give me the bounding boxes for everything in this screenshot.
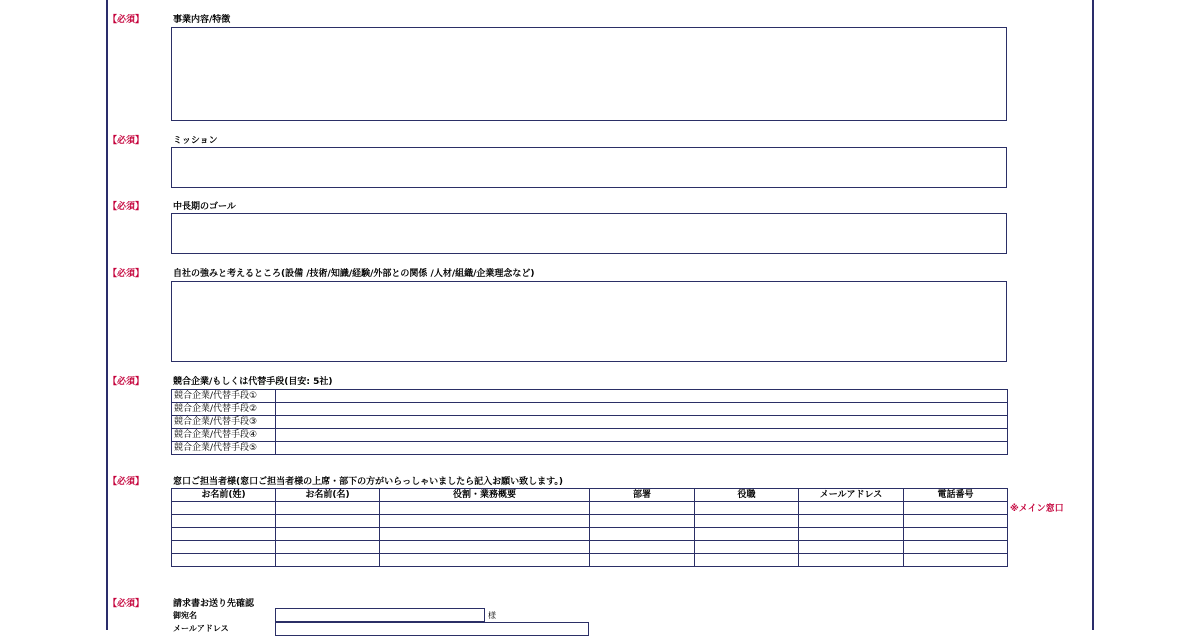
contact-cell[interactable] <box>590 528 695 541</box>
column-header: 電話番号 <box>904 489 1008 502</box>
competitors-label: 競合企業/もしくは代替手段(目安: 5社) <box>173 377 333 387</box>
contact-cell[interactable] <box>172 528 276 541</box>
contact-cell[interactable] <box>904 554 1008 567</box>
mission-textarea[interactable] <box>171 147 1007 188</box>
required-mark: 【必須】 <box>108 377 145 387</box>
contact-cell[interactable] <box>172 554 276 567</box>
contact-cell[interactable] <box>590 541 695 554</box>
contact-cell[interactable] <box>695 515 799 528</box>
competitor-label: 競合企業/代替手段④ <box>172 429 276 442</box>
contact-cell[interactable] <box>904 502 1008 515</box>
business-label: 事業内容/特徴 <box>173 15 231 25</box>
table-row <box>172 502 1008 515</box>
table-row <box>172 403 1008 416</box>
goal-textarea[interactable] <box>171 213 1007 254</box>
required-mark: 【必須】 <box>108 477 145 487</box>
competitor-label: 競合企業/代替手段① <box>172 390 276 403</box>
column-header: メールアドレス <box>799 489 904 502</box>
left-page-border <box>106 0 108 630</box>
column-header: 役割・業務概要 <box>380 489 590 502</box>
business-textarea[interactable] <box>171 27 1007 121</box>
contact-cell[interactable] <box>695 502 799 515</box>
contact-cell[interactable] <box>380 528 590 541</box>
column-header: お名前(姓) <box>172 489 276 502</box>
contact-cell[interactable] <box>172 515 276 528</box>
table-header-row <box>172 489 1008 502</box>
contact-cell[interactable] <box>904 515 1008 528</box>
competitor-input[interactable] <box>276 403 1008 416</box>
contact-cell[interactable] <box>380 515 590 528</box>
contact-cell[interactable] <box>590 502 695 515</box>
competitor-input[interactable] <box>276 442 1008 455</box>
required-mark: 【必須】 <box>108 269 145 279</box>
table-row <box>172 554 1008 567</box>
competitor-label: 競合企業/代替手段③ <box>172 416 276 429</box>
contact-cell[interactable] <box>380 541 590 554</box>
competitor-input[interactable] <box>276 416 1008 429</box>
column-header: お名前(名) <box>276 489 380 502</box>
contact-cell[interactable] <box>590 554 695 567</box>
contact-cell[interactable] <box>904 528 1008 541</box>
invoice-email-input[interactable] <box>275 622 589 636</box>
required-mark: 【必須】 <box>108 136 145 146</box>
contact-cell[interactable] <box>276 515 380 528</box>
column-header: 部署 <box>590 489 695 502</box>
contact-cell[interactable] <box>380 502 590 515</box>
competitor-label: 競合企業/代替手段⑤ <box>172 442 276 455</box>
goal-label: 中長期のゴール <box>173 202 236 212</box>
contact-cell[interactable] <box>172 502 276 515</box>
contacts-table <box>171 488 1008 567</box>
required-mark: 【必須】 <box>108 599 145 609</box>
table-row <box>172 416 1008 429</box>
contact-cell[interactable] <box>799 515 904 528</box>
contact-cell[interactable] <box>799 541 904 554</box>
contact-cell[interactable] <box>380 554 590 567</box>
contact-cell[interactable] <box>276 502 380 515</box>
table-row <box>172 541 1008 554</box>
table-row <box>172 515 1008 528</box>
main-contact-note: ※メイン窓口 <box>1010 504 1064 514</box>
mission-label: ミッション <box>173 136 218 146</box>
addressee-input[interactable] <box>275 608 485 622</box>
required-mark: 【必須】 <box>108 202 145 212</box>
competitor-input[interactable] <box>276 429 1008 442</box>
competitor-label: 競合企業/代替手段② <box>172 403 276 416</box>
table-row <box>172 528 1008 541</box>
strengths-label: 自社の強みと考えるところ(設備 /技術/知識/経験/外部との関係 /人材/組織/企業理念など) <box>173 269 535 279</box>
contact-cell[interactable] <box>276 554 380 567</box>
contacts-label: 窓口ご担当者様(窓口ご担当者様の上席・部下の方がいらっしゃいましたら記入お願い致します。) <box>173 477 564 487</box>
invoice-email-label: メールアドレス <box>173 624 229 633</box>
competitors-table <box>171 389 1008 455</box>
contact-cell[interactable] <box>276 528 380 541</box>
contact-cell[interactable] <box>590 515 695 528</box>
table-row <box>172 442 1008 455</box>
right-page-border <box>1092 0 1094 630</box>
contact-cell[interactable] <box>799 502 904 515</box>
contact-cell[interactable] <box>799 554 904 567</box>
table-row <box>172 429 1008 442</box>
contact-cell[interactable] <box>695 541 799 554</box>
contact-cell[interactable] <box>276 541 380 554</box>
contacts-table-body <box>172 502 1008 567</box>
column-header: 役職 <box>695 489 799 502</box>
contact-cell[interactable] <box>904 541 1008 554</box>
contact-cell[interactable] <box>695 528 799 541</box>
table-row <box>172 390 1008 403</box>
strengths-textarea[interactable] <box>171 281 1007 362</box>
addressee-label: 御宛名 <box>173 611 197 620</box>
contact-cell[interactable] <box>799 528 904 541</box>
competitor-input[interactable] <box>276 390 1008 403</box>
contact-cell[interactable] <box>172 541 276 554</box>
required-mark: 【必須】 <box>108 15 145 25</box>
invoice-label: 請求書お送り先確認 <box>173 599 255 609</box>
addressee-suffix: 様 <box>488 611 496 620</box>
contact-cell[interactable] <box>695 554 799 567</box>
